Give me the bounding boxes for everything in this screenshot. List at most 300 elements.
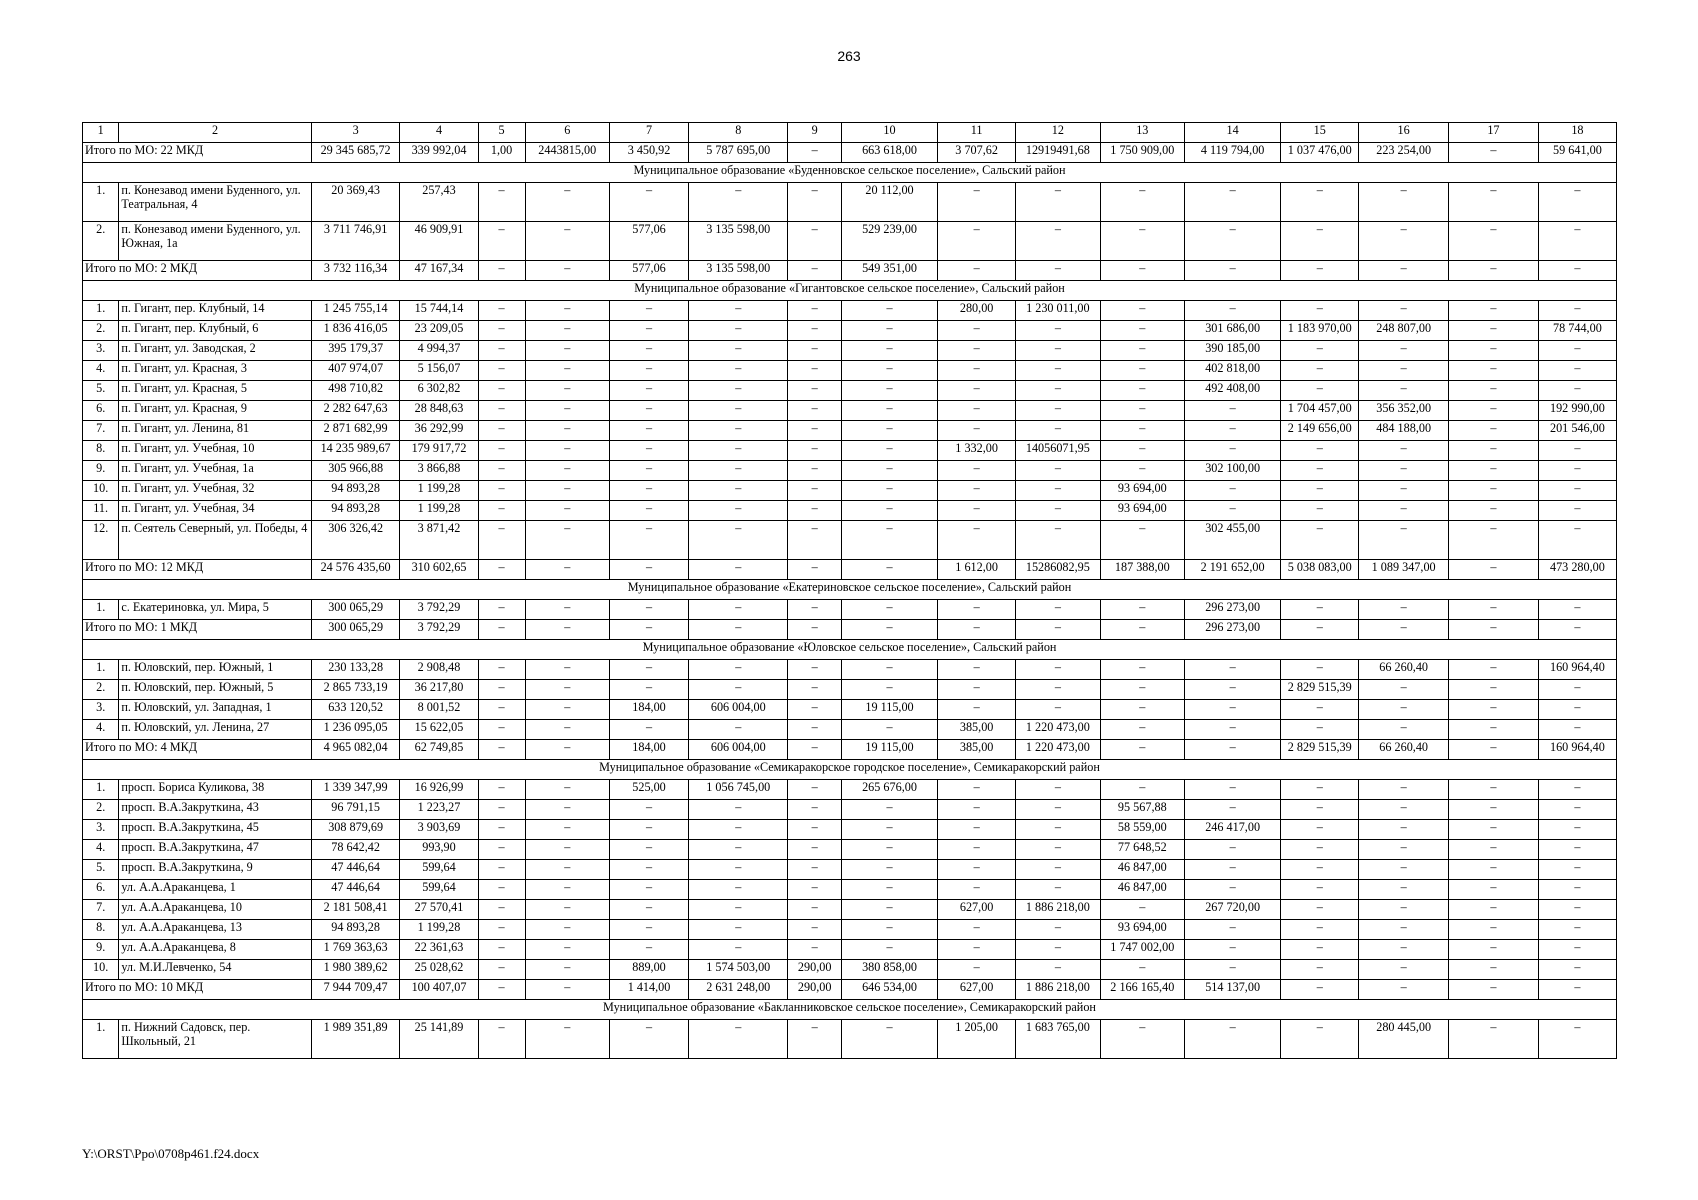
table-cell: – [689, 720, 788, 740]
table-cell: 1 230 011,00 [1016, 301, 1100, 321]
table-cell: 1 332,00 [938, 441, 1016, 461]
table-cell: – [689, 900, 788, 920]
table-cell: – [938, 321, 1016, 341]
table-cell: – [1359, 441, 1449, 461]
table-cell: 179 917,72 [400, 441, 478, 461]
table-cell: 302 455,00 [1185, 521, 1281, 560]
table-cell: – [1359, 600, 1449, 620]
table-cell: – [689, 820, 788, 840]
table-cell: – [1016, 461, 1100, 481]
table-cell: 22 361,63 [400, 940, 478, 960]
table-cell: – [1449, 940, 1539, 960]
table-cell: – [1100, 660, 1184, 680]
column-number: 8 [689, 123, 788, 143]
table-cell: 1 205,00 [938, 1020, 1016, 1059]
table-cell: 402 818,00 [1185, 361, 1281, 381]
table-cell: – [1449, 720, 1539, 740]
table-cell: – [525, 183, 609, 222]
table-cell: – [689, 361, 788, 381]
table-cell: – [478, 720, 525, 740]
table-cell: – [1449, 321, 1539, 341]
table-cell: – [689, 880, 788, 900]
table-cell: – [609, 183, 688, 222]
table-cell: – [689, 401, 788, 421]
table-cell: – [938, 660, 1016, 680]
table-row [83, 900, 1617, 920]
table-cell: 1 037 476,00 [1281, 143, 1359, 163]
column-number-row [83, 123, 1617, 143]
table-cell: – [1359, 700, 1449, 720]
table-cell: 627,00 [938, 900, 1016, 920]
row-number: 8. [83, 920, 119, 940]
row-number: 4. [83, 840, 119, 860]
table-row [83, 800, 1617, 820]
table-row [83, 183, 1617, 222]
table-cell: – [1281, 183, 1359, 222]
table-cell: 223 254,00 [1359, 143, 1449, 163]
table-cell: – [788, 1020, 841, 1059]
table-cell: – [1538, 920, 1616, 940]
table-cell: – [525, 920, 609, 940]
table-cell: – [1449, 341, 1539, 361]
column-number: 2 [119, 123, 311, 143]
row-number: 5. [83, 381, 119, 401]
table-cell: – [1185, 720, 1281, 740]
table-cell: – [525, 820, 609, 840]
table-row [83, 600, 1617, 620]
table-cell: – [609, 321, 688, 341]
table-row [83, 840, 1617, 860]
row-number: 4. [83, 361, 119, 381]
table-cell: 1 199,28 [400, 920, 478, 940]
table-cell: – [478, 860, 525, 880]
table-cell: – [1016, 680, 1100, 700]
table-cell: 3 871,42 [400, 521, 478, 560]
table-cell: 93 694,00 [1100, 501, 1184, 521]
table-cell: – [1185, 401, 1281, 421]
table-cell: – [609, 860, 688, 880]
table-cell: – [841, 501, 937, 521]
table-cell: – [525, 980, 609, 1000]
table-cell: 47 446,64 [311, 880, 400, 900]
table-cell: – [478, 620, 525, 640]
table-cell: – [841, 1020, 937, 1059]
table-cell: – [525, 361, 609, 381]
table-cell: 606 004,00 [689, 740, 788, 760]
table-cell: – [938, 481, 1016, 501]
table-cell: – [1359, 880, 1449, 900]
table-cell: – [689, 840, 788, 860]
table-cell: – [841, 401, 937, 421]
table-cell: – [1185, 301, 1281, 321]
table-cell: 385,00 [938, 720, 1016, 740]
table-cell: – [1281, 840, 1359, 860]
table-cell: – [1281, 481, 1359, 501]
row-number: 5. [83, 860, 119, 880]
table-cell: – [788, 800, 841, 820]
row-number: 10. [83, 481, 119, 501]
table-cell: – [609, 1020, 688, 1059]
section-title: Муниципальное образование «Буденновское сельское поселение», Сальский район [83, 163, 1617, 183]
column-number: 15 [1281, 123, 1359, 143]
table-cell: 4 119 794,00 [1185, 143, 1281, 163]
table-cell: – [1538, 940, 1616, 960]
table-cell: 1 199,28 [400, 481, 478, 501]
table-cell: – [841, 620, 937, 640]
table-cell: – [788, 341, 841, 361]
total-label: Итого по МО: 10 МКД [83, 980, 312, 1000]
table-cell: – [478, 880, 525, 900]
table-cell: 3 866,88 [400, 461, 478, 481]
table-cell: – [1185, 441, 1281, 461]
table-cell: – [1100, 441, 1184, 461]
table-cell: – [938, 381, 1016, 401]
table-cell: 4 965 082,04 [311, 740, 400, 760]
table-cell: – [525, 261, 609, 281]
table-cell: – [689, 680, 788, 700]
address-cell: ул. А.А.Араканцева, 1 [119, 880, 311, 900]
table-cell: – [525, 421, 609, 441]
row-number: 3. [83, 700, 119, 720]
table-cell: – [841, 680, 937, 700]
table-cell: – [609, 401, 688, 421]
row-number: 9. [83, 940, 119, 960]
address-cell: п. Юловский, пер. Южный, 1 [119, 660, 311, 680]
table-cell: – [1538, 341, 1616, 361]
table-cell: – [689, 521, 788, 560]
table-cell: – [1538, 441, 1616, 461]
table-cell: – [938, 501, 1016, 521]
table-cell: – [1538, 501, 1616, 521]
total-label: Итого по МО: 22 МКД [83, 143, 312, 163]
table-cell: – [1016, 820, 1100, 840]
table-cell: 889,00 [609, 960, 688, 980]
table-cell: 2 829 515,39 [1281, 740, 1359, 760]
table-cell: – [525, 620, 609, 640]
section-row [83, 1000, 1617, 1020]
address-cell: ул. А.А.Араканцева, 8 [119, 940, 311, 960]
table-cell: – [1016, 940, 1100, 960]
column-number: 14 [1185, 123, 1281, 143]
table-cell: – [1100, 222, 1184, 261]
table-cell: – [1016, 481, 1100, 501]
table-cell: 290,00 [788, 960, 841, 980]
table-cell: – [1538, 860, 1616, 880]
table-cell: – [525, 880, 609, 900]
table-cell: – [525, 600, 609, 620]
row-number: 1. [83, 183, 119, 222]
table-cell: – [609, 920, 688, 940]
table-row [83, 381, 1617, 401]
table-cell: 94 893,28 [311, 920, 400, 940]
table-cell: – [841, 521, 937, 560]
table-cell: – [1449, 620, 1539, 640]
table-cell: – [1449, 800, 1539, 820]
address-cell: ул. М.И.Левченко, 54 [119, 960, 311, 980]
column-number: 18 [1538, 123, 1616, 143]
table-cell: 1 704 457,00 [1281, 401, 1359, 421]
table-cell: – [609, 840, 688, 860]
table-cell: – [1538, 700, 1616, 720]
table-cell: 606 004,00 [689, 700, 788, 720]
table-cell: – [478, 501, 525, 521]
table-cell: – [788, 720, 841, 740]
table-cell: – [1281, 860, 1359, 880]
table-cell: – [478, 660, 525, 680]
table-cell: 1 980 389,62 [311, 960, 400, 980]
table-cell: – [1359, 860, 1449, 880]
table-cell: 15 744,14 [400, 301, 478, 321]
row-number: 1. [83, 660, 119, 680]
table-cell: 7 944 709,47 [311, 980, 400, 1000]
table-cell: – [478, 261, 525, 281]
table-cell: – [609, 880, 688, 900]
row-number: 1. [83, 301, 119, 321]
table-cell: – [1016, 880, 1100, 900]
table-cell: – [1449, 441, 1539, 461]
table-cell: – [689, 920, 788, 940]
table-cell: 62 749,85 [400, 740, 478, 760]
table-cell: – [1449, 900, 1539, 920]
table-cell: – [1538, 381, 1616, 401]
table-cell: 290,00 [788, 980, 841, 1000]
address-cell: просп. В.А.Закруткина, 9 [119, 860, 311, 880]
table-cell: – [938, 600, 1016, 620]
total-label: Итого по МО: 4 МКД [83, 740, 312, 760]
table-cell: – [1100, 321, 1184, 341]
table-cell: – [478, 920, 525, 940]
table-cell: 473 280,00 [1538, 560, 1616, 580]
table-cell: – [525, 780, 609, 800]
table-cell: – [1185, 421, 1281, 441]
table-cell: – [1281, 222, 1359, 261]
table-cell: – [1100, 720, 1184, 740]
table-row [83, 521, 1617, 560]
table-cell: – [1016, 222, 1100, 261]
table-cell: – [788, 421, 841, 441]
table-cell: 3 450,92 [609, 143, 688, 163]
table-row [83, 720, 1617, 740]
table-cell: – [609, 900, 688, 920]
table-cell: – [841, 600, 937, 620]
table-cell: – [1100, 183, 1184, 222]
table-cell: – [1449, 740, 1539, 760]
table-cell: – [788, 381, 841, 401]
table-cell: 2443815,00 [525, 143, 609, 163]
table-cell: – [1449, 261, 1539, 281]
table-cell: 1 886 218,00 [1016, 980, 1100, 1000]
table-cell: – [478, 441, 525, 461]
table-cell: – [1185, 501, 1281, 521]
table-cell: – [1016, 421, 1100, 441]
table-cell: – [1281, 341, 1359, 361]
table-cell: – [1538, 840, 1616, 860]
table-cell: – [1185, 940, 1281, 960]
address-cell: п. Гигант, ул. Заводская, 2 [119, 341, 311, 361]
table-cell: 310 602,65 [400, 560, 478, 580]
table-cell: 94 893,28 [311, 501, 400, 521]
table-cell: – [609, 680, 688, 700]
table-cell: – [1449, 381, 1539, 401]
address-cell: п. Гигант, ул. Учебная, 10 [119, 441, 311, 461]
table-cell: 514 137,00 [1185, 980, 1281, 1000]
table-cell: – [788, 222, 841, 261]
table-cell: – [609, 441, 688, 461]
table-cell: 3 792,29 [400, 620, 478, 640]
table-cell: – [841, 900, 937, 920]
table-cell: 19 115,00 [841, 700, 937, 720]
table-cell: – [1538, 261, 1616, 281]
table-cell: – [609, 461, 688, 481]
table-cell: – [525, 381, 609, 401]
section-row [83, 281, 1617, 301]
table-cell: – [609, 521, 688, 560]
table-cell: 599,64 [400, 880, 478, 900]
section-title: Муниципальное образование «Юловское сельское поселение», Сальский район [83, 640, 1617, 660]
row-number: 7. [83, 900, 119, 920]
total-label: Итого по МО: 1 МКД [83, 620, 312, 640]
table-cell: – [689, 800, 788, 820]
table-cell: – [1100, 780, 1184, 800]
total-row [83, 980, 1617, 1000]
table-cell: – [841, 660, 937, 680]
table-cell: – [478, 560, 525, 580]
table-cell: – [1016, 620, 1100, 640]
table-cell: – [1449, 700, 1539, 720]
table-cell: – [1449, 461, 1539, 481]
table-cell: 484 188,00 [1359, 421, 1449, 441]
table-cell: 385,00 [938, 740, 1016, 760]
table-cell: – [478, 521, 525, 560]
table-cell: – [1449, 560, 1539, 580]
table-cell: – [788, 700, 841, 720]
table-cell: – [1100, 401, 1184, 421]
table-cell: – [1538, 980, 1616, 1000]
table-cell: – [1281, 620, 1359, 640]
table-cell: 230 133,28 [311, 660, 400, 680]
table-cell: – [788, 920, 841, 940]
table-cell: 1 223,27 [400, 800, 478, 820]
table-row [83, 421, 1617, 441]
table-cell: – [788, 620, 841, 640]
table-cell: – [609, 341, 688, 361]
table-cell: 28 848,63 [400, 401, 478, 421]
row-number: 2. [83, 321, 119, 341]
table-cell: – [788, 183, 841, 222]
table-cell: 1 414,00 [609, 980, 688, 1000]
row-number: 6. [83, 880, 119, 900]
table-row [83, 660, 1617, 680]
row-number: 1. [83, 1020, 119, 1059]
table-cell: – [1449, 780, 1539, 800]
table-cell: – [478, 840, 525, 860]
table-cell: 66 260,40 [1359, 660, 1449, 680]
table-cell: 1 220 473,00 [1016, 740, 1100, 760]
table-cell: – [478, 222, 525, 261]
table-cell: – [689, 660, 788, 680]
table-cell: – [1016, 361, 1100, 381]
table-cell: 25 028,62 [400, 960, 478, 980]
table-cell: 59 641,00 [1538, 143, 1616, 163]
table-cell: – [525, 800, 609, 820]
table-cell: – [788, 820, 841, 840]
table-cell: – [1359, 980, 1449, 1000]
table-cell: – [609, 501, 688, 521]
table-cell: 1 199,28 [400, 501, 478, 521]
table-cell: 47 167,34 [400, 261, 478, 281]
table-cell: – [689, 940, 788, 960]
table-cell: – [841, 800, 937, 820]
row-number: 1. [83, 600, 119, 620]
table-cell: – [1449, 600, 1539, 620]
section-row [83, 760, 1617, 780]
table-cell: – [1016, 321, 1100, 341]
table-row [83, 361, 1617, 381]
table-cell: – [478, 341, 525, 361]
address-cell: с. Екатериновка, ул. Мира, 5 [119, 600, 311, 620]
table-cell: – [1016, 700, 1100, 720]
table-cell: – [525, 560, 609, 580]
table-cell: – [478, 401, 525, 421]
section-title: Муниципальное образование «Гигантовское сельское поселение», Сальский район [83, 281, 1617, 301]
address-cell: п. Гигант, пер. Клубный, 14 [119, 301, 311, 321]
table-cell: – [938, 620, 1016, 640]
table-cell: 78 642,42 [311, 840, 400, 860]
row-number: 2. [83, 800, 119, 820]
section-title: Муниципальное образование «Семикаракорское городское поселение», Семикаракорский район [83, 760, 1617, 780]
table-cell: 94 893,28 [311, 481, 400, 501]
table-cell: – [938, 183, 1016, 222]
table-cell: – [1359, 780, 1449, 800]
table-cell: – [609, 421, 688, 441]
table-cell: 306 326,42 [311, 521, 400, 560]
table-cell: – [1185, 1020, 1281, 1059]
table-cell: – [1281, 521, 1359, 560]
table-cell: 646 534,00 [841, 980, 937, 1000]
table-cell: – [525, 301, 609, 321]
table-cell: 1 747 002,00 [1100, 940, 1184, 960]
table-cell: – [689, 381, 788, 401]
table-cell: – [841, 920, 937, 940]
table-cell: – [1538, 960, 1616, 980]
table-cell: – [1281, 980, 1359, 1000]
column-number: 7 [609, 123, 688, 143]
table-row [83, 481, 1617, 501]
table-cell: – [478, 940, 525, 960]
column-number: 13 [1100, 123, 1184, 143]
table-cell: 265 676,00 [841, 780, 937, 800]
table-cell: – [1359, 620, 1449, 640]
table-cell: – [1185, 860, 1281, 880]
total-label: Итого по МО: 12 МКД [83, 560, 312, 580]
table-row [83, 680, 1617, 700]
table-cell: – [1100, 1020, 1184, 1059]
table-cell: – [1449, 421, 1539, 441]
table-cell: – [1359, 501, 1449, 521]
table-cell: – [1016, 521, 1100, 560]
table-cell: – [788, 560, 841, 580]
table-cell: 993,90 [400, 840, 478, 860]
column-number: 4 [400, 123, 478, 143]
table-cell: – [689, 301, 788, 321]
table-cell: – [1449, 143, 1539, 163]
table-cell: – [1449, 920, 1539, 940]
table-cell: 2 149 656,00 [1281, 421, 1359, 441]
address-cell: ул. А.А.Араканцева, 10 [119, 900, 311, 920]
table-cell: – [1538, 620, 1616, 640]
table-cell: – [609, 600, 688, 620]
table-cell: 192 990,00 [1538, 401, 1616, 421]
